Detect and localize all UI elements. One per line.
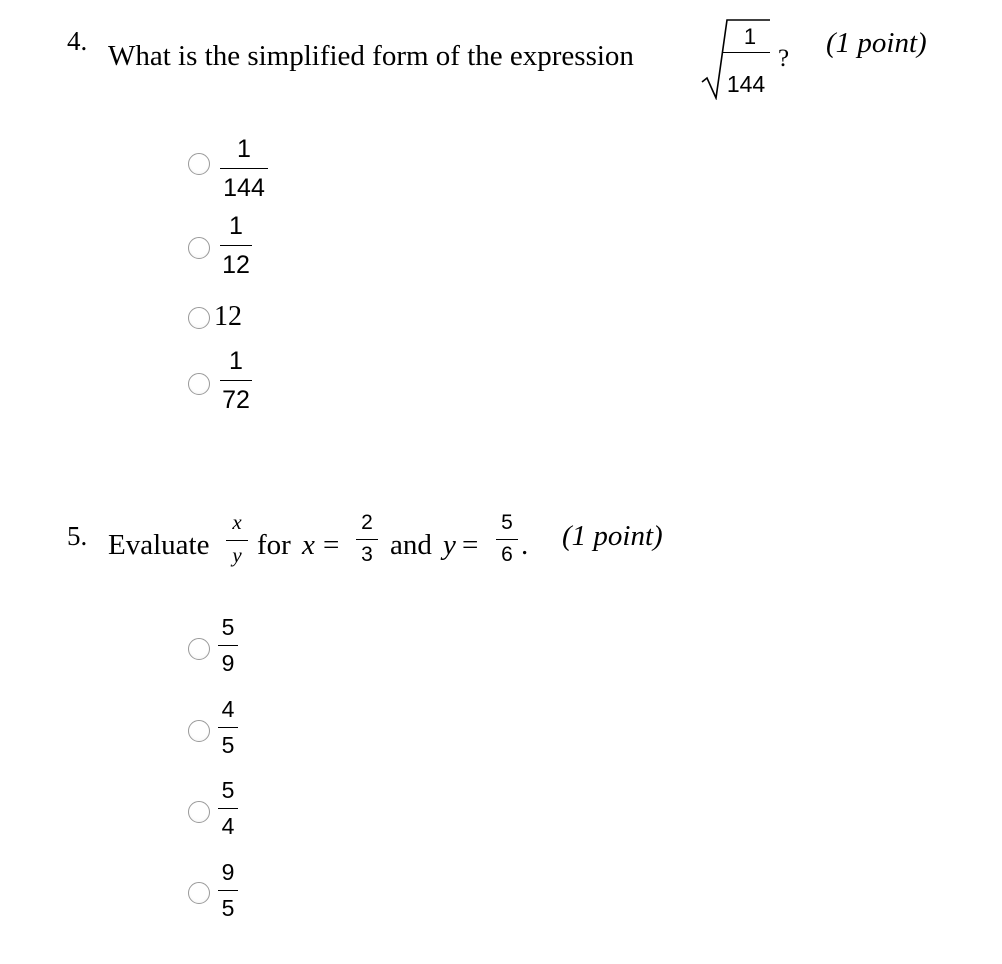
radicand-fraction-bar — [722, 52, 770, 53]
equals-sign: = — [462, 529, 479, 561]
y-value-fraction — [496, 512, 518, 565]
option-d-fraction — [220, 348, 252, 413]
fraction-bar — [218, 808, 238, 809]
denominator: 5 — [221, 895, 235, 921]
fraction-bar — [218, 645, 238, 646]
evaluate-text: Evaluate — [108, 529, 210, 561]
fraction-bar — [226, 540, 248, 541]
option-d-fraction — [218, 861, 238, 919]
numerator: 9 — [221, 859, 235, 885]
numerator: 2 — [361, 511, 373, 534]
radicand-denominator: 144 — [726, 71, 766, 97]
denominator: 9 — [221, 650, 235, 676]
fraction-bar — [220, 380, 252, 381]
denominator: 72 — [222, 386, 250, 414]
points-label: (1 point) — [562, 520, 663, 552]
fraction-bar — [356, 539, 378, 540]
points-label: (1 point) — [826, 27, 927, 59]
numerator: 1 — [237, 135, 251, 163]
for-text: for — [257, 529, 291, 561]
x-value-fraction — [356, 512, 378, 565]
option-c-fraction — [218, 779, 238, 837]
option-a-radio[interactable] — [188, 638, 210, 660]
question-text: What is the simplified form of the expression — [108, 40, 634, 72]
option-a-fraction — [218, 616, 238, 674]
option-a-fraction — [220, 136, 268, 201]
fraction-bar — [220, 168, 268, 169]
option-c-value: 12 — [214, 301, 242, 332]
numerator: 5 — [221, 614, 235, 640]
fraction-bar — [496, 539, 518, 540]
expression-fraction — [226, 512, 248, 566]
equals-sign: = — [323, 529, 340, 561]
option-c-radio[interactable] — [188, 307, 210, 329]
numerator: 1 — [229, 212, 243, 240]
fraction-bar — [220, 245, 252, 246]
y-variable: y — [443, 529, 456, 561]
fraction-bar — [218, 890, 238, 891]
denominator: 6 — [501, 543, 513, 566]
numerator: 5 — [501, 511, 513, 534]
option-b-fraction — [218, 698, 238, 756]
denominator: 144 — [223, 174, 265, 202]
period: . — [521, 529, 529, 561]
numerator: 4 — [221, 696, 235, 722]
fraction-bar — [218, 727, 238, 728]
option-c-radio[interactable] — [188, 801, 210, 823]
question-mark: ? — [778, 45, 790, 72]
option-d-radio[interactable] — [188, 373, 210, 395]
option-b-fraction — [220, 213, 252, 278]
question-number: 5. — [67, 521, 88, 551]
denominator: y — [232, 543, 242, 567]
denominator: 5 — [221, 732, 235, 758]
denominator: 3 — [361, 543, 373, 566]
option-a-radio[interactable] — [188, 153, 210, 175]
denominator: 4 — [221, 813, 235, 839]
x-variable: x — [302, 529, 315, 561]
option-b-radio[interactable] — [188, 237, 210, 259]
denominator: 12 — [222, 251, 250, 279]
option-b-radio[interactable] — [188, 720, 210, 742]
question-number: 4. — [67, 26, 88, 56]
numerator: 5 — [221, 777, 235, 803]
numerator: x — [232, 510, 242, 534]
numerator: 1 — [229, 347, 243, 375]
and-text: and — [390, 529, 432, 561]
radicand-numerator: 1 — [743, 24, 757, 49]
option-d-radio[interactable] — [188, 882, 210, 904]
